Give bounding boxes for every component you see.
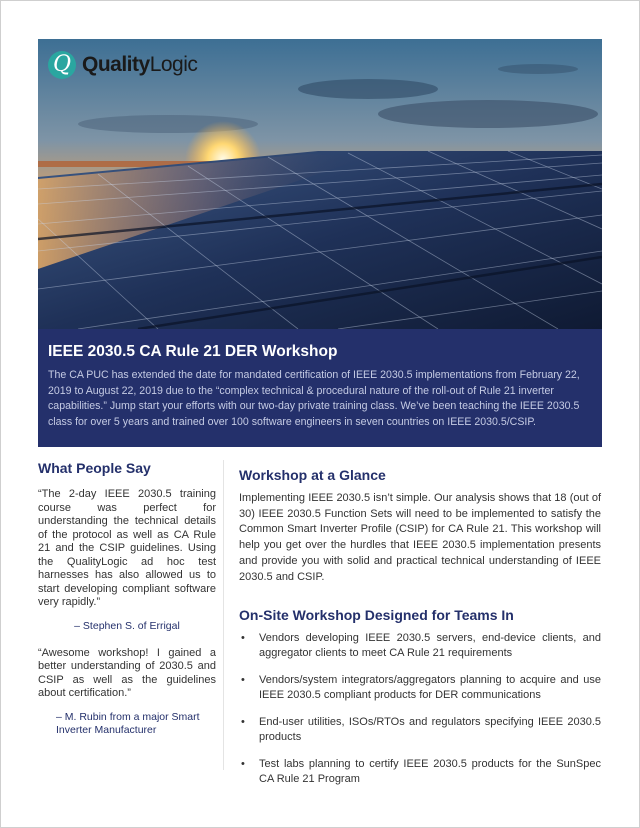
teams-heading: On-Site Workshop Designed for Teams In xyxy=(239,607,514,624)
bullet-icon: • xyxy=(241,632,245,645)
list-item: • Test labs planning to certify IEEE 2030.5 products for the SunSpec CA Rule 21 Program xyxy=(241,758,601,786)
intro-banner xyxy=(38,329,602,447)
quality-logic-logo xyxy=(48,51,197,79)
teams-list xyxy=(239,631,601,787)
workshop-title: IEEE 2030.5 CA Rule 21 DER Workshop xyxy=(48,343,338,360)
hero-image xyxy=(38,39,602,329)
workshop-details-column xyxy=(239,467,601,799)
bullet-icon: • xyxy=(241,758,245,771)
logo-wordmark: QualityLogic xyxy=(82,53,198,76)
testimonial-author: – M. Rubin from a major Smart Inverter Manufacturer xyxy=(56,710,200,736)
list-item: • Vendors developing IEEE 2030.5 servers, end-device clients, and aggregator clients to meet CA Rule 21 requirements xyxy=(241,632,601,660)
solar-panel-sunset-photo xyxy=(38,39,602,329)
testimonial-author: – Stephen S. of Errigal xyxy=(74,619,180,632)
intro-text: The CA PUC has extended the date for mandated certification of IEEE 2030.5 implementations from February 22, 2019 to August 22, 2019 due to the “complex technical & procedural nature of the roll-out of Rule 21 inverter capabilities.” Jump start your efforts with our two-day private training class. We’ve been teaching the IEEE 2030.5 class for over 5 years and trained over 100 software engineers in seven countries on IEEE 2030.5/CSIP. xyxy=(48,369,580,428)
bullet-icon: • xyxy=(241,716,245,729)
bullet-icon: • xyxy=(241,674,245,687)
testimonials-heading: What People Say xyxy=(38,460,151,476)
list-item: • Vendors/system integrators/aggregators planning to acquire and use IEEE 2030.5 compliant products for DER communications xyxy=(241,674,601,702)
testimonials-column xyxy=(38,460,216,751)
testimonial-quote: “Awesome workshop! I gained a better understanding of 2030.5 and CSIP as well as the guidelines about certification.” xyxy=(38,646,216,699)
logo-icon: Q xyxy=(48,51,76,79)
glance-heading: Workshop at a Glance xyxy=(239,467,386,483)
list-item: • End-user utilities, ISOs/RTOs and regulators specifying IEEE 2030.5 products xyxy=(241,716,601,744)
column-divider xyxy=(223,460,224,770)
glance-text: Implementing IEEE 2030.5 isn’t simple. Our analysis shows that 18 (out of 30) IEEE 2030.5 Function Sets will need to be implemented to satisfy the Common Smart Inverter Profile (CSIP) for CA Rule 21. This workshop will help you get over the hurdles that IEEE 2030.5 implementation presents and provide you with solid and practical technical understanding of IEEE 2030.5 and CSIP. xyxy=(239,492,601,583)
testimonial-quote: “The 2-day IEEE 2030.5 training course was perfect for understanding the technical details of the protocol as well as CA Rule 21 and the CSIP guidelines. Using the QualityLogic ad hoc test harnesses has also allowed us to start developing compliant software very rapidly.” xyxy=(38,488,216,608)
